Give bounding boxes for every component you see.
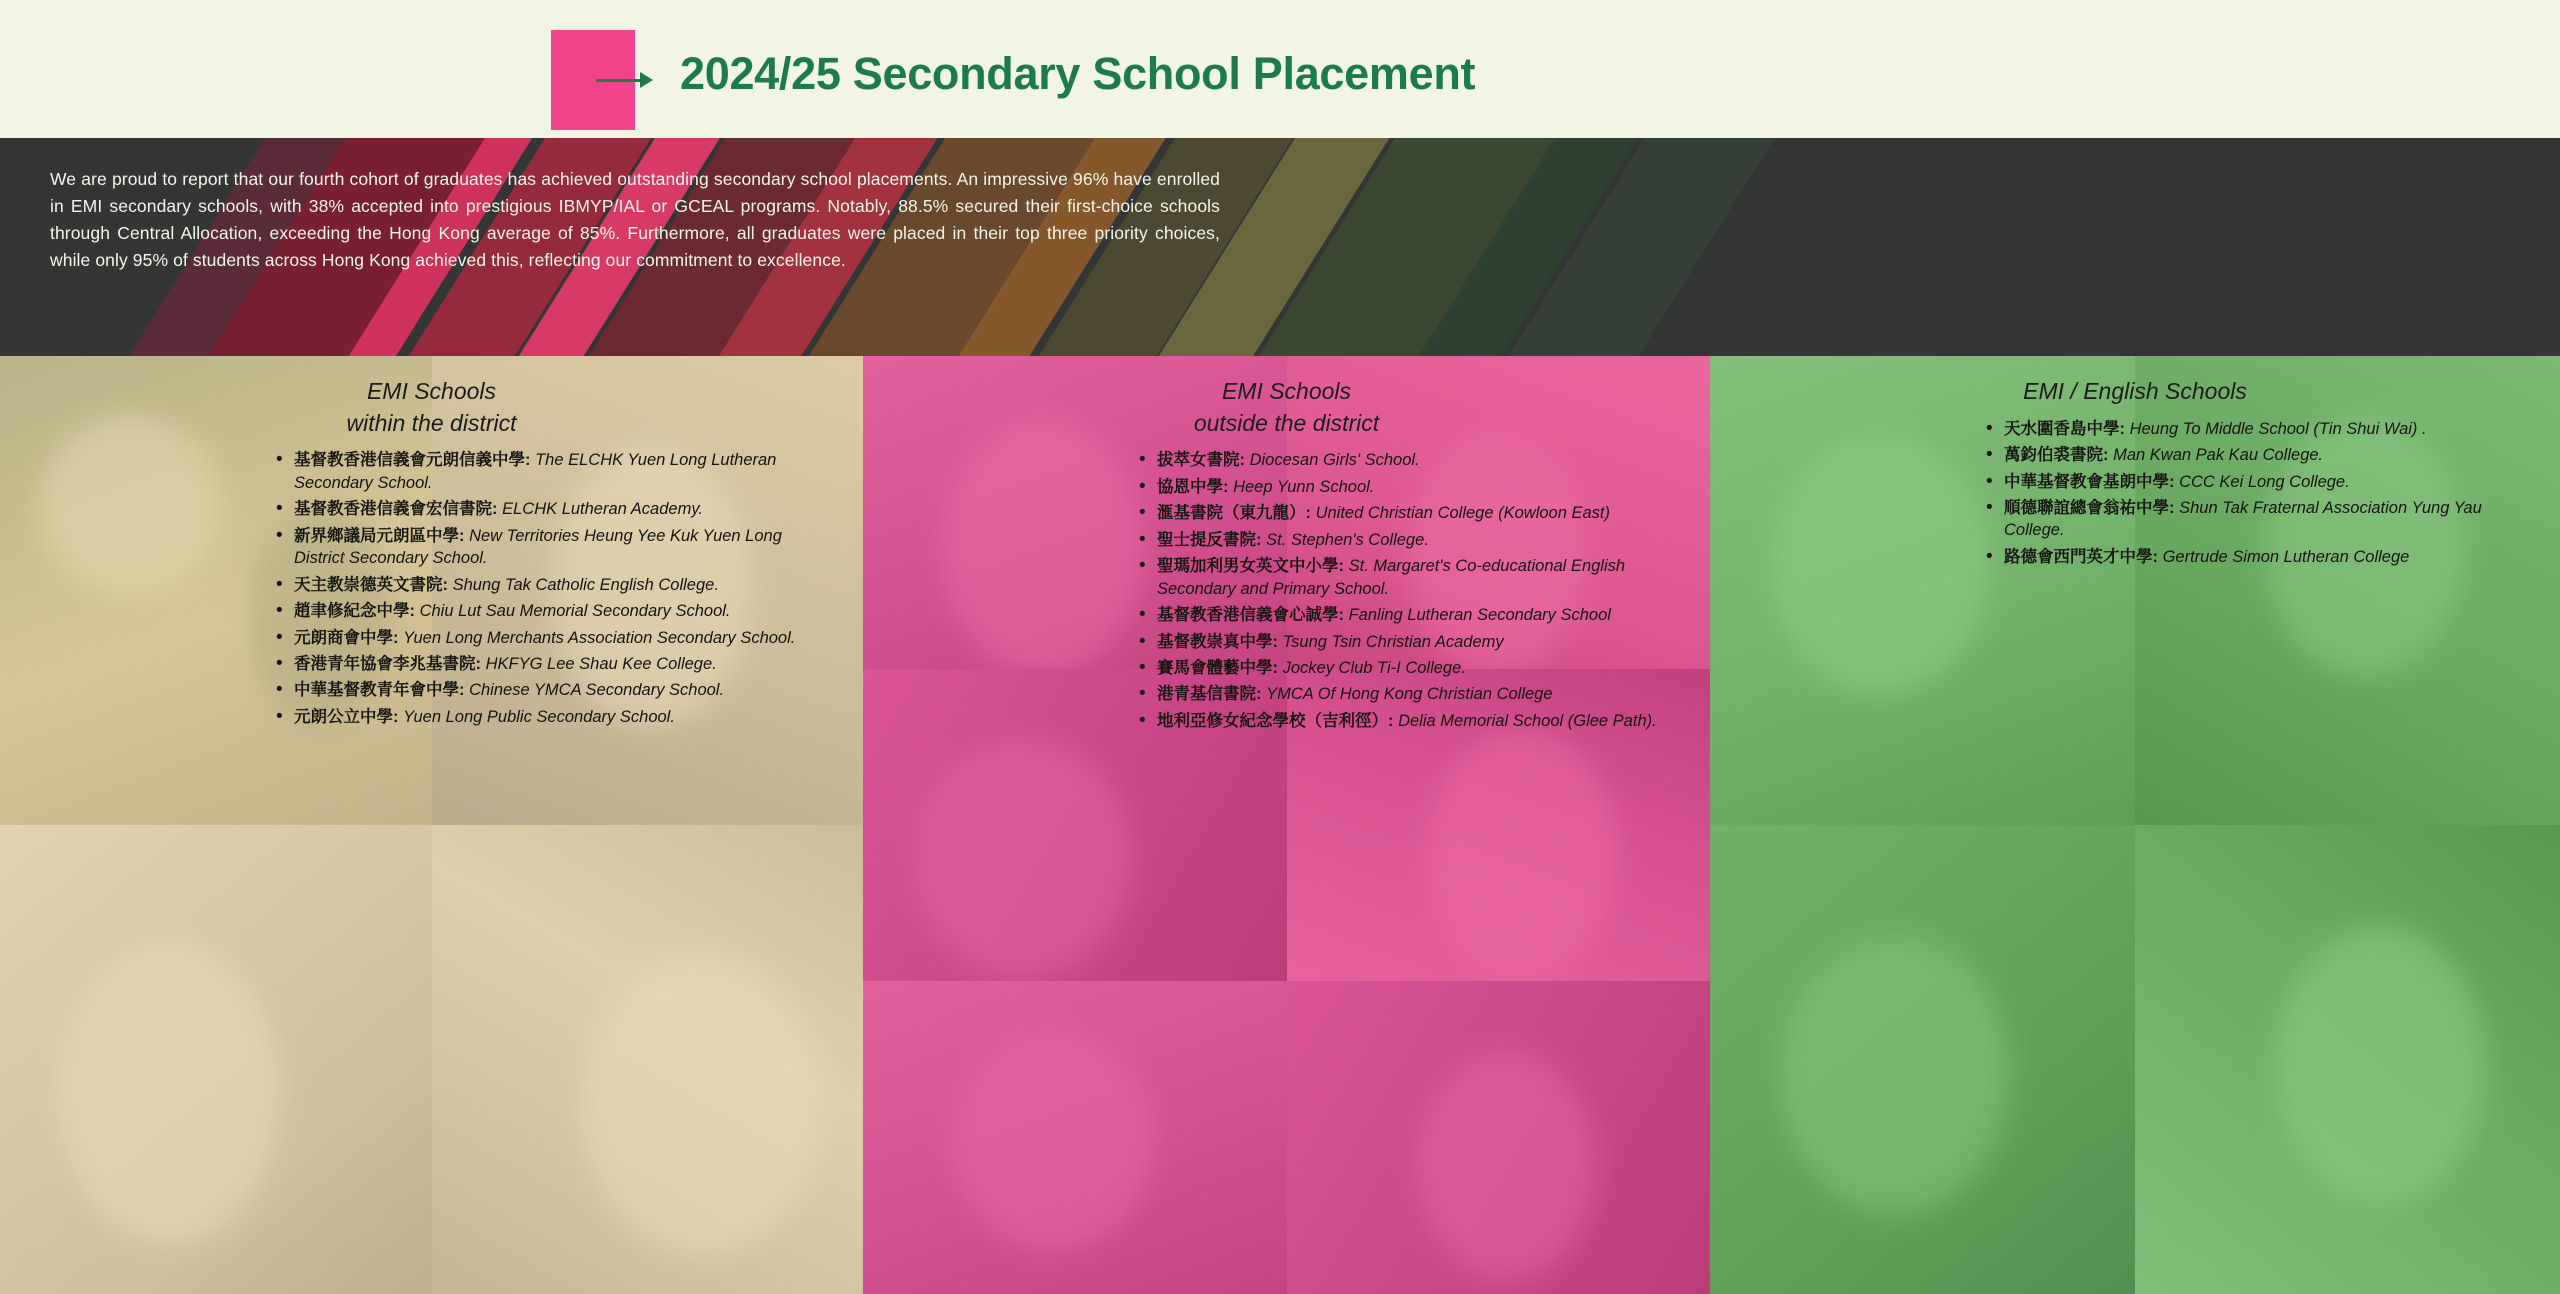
- school-name-en: CCC Kei Long College.: [2179, 472, 2350, 491]
- list-item: [1135, 657, 1682, 679]
- school-name-zh: 聖瑪加利男女英文中小學:: [1157, 557, 1344, 576]
- arrow-icon: [596, 72, 666, 88]
- school-name-en: Delia Memorial School (Glee Path).: [1398, 711, 1657, 730]
- list-item: [272, 706, 835, 728]
- list-item: [272, 574, 835, 596]
- school-name-en: Tsung Tsin Christian Academy: [1282, 632, 1504, 651]
- school-name-en: YMCA Of Hong Kong Christian College: [1266, 685, 1553, 704]
- school-name-zh: 協恩中學:: [1157, 477, 1229, 496]
- column-emi-outside-district: [863, 356, 1710, 1294]
- list-item: [272, 627, 835, 649]
- school-name-zh: 元朗商會中學:: [294, 628, 399, 647]
- column-heading: EMI Schools within the district: [346, 378, 517, 436]
- school-name-en: St. Margaret's Co-educational English Secondary and Primary School.: [1157, 557, 1626, 598]
- school-name-en: Shung Tak Catholic English College.: [452, 575, 719, 594]
- intro-banner: [0, 138, 2560, 356]
- list-item: [1135, 683, 1682, 705]
- school-name-en: United Christian College (Kowloon East): [1315, 504, 1610, 523]
- school-name-en: Yuen Long Merchants Association Secondary School.: [403, 628, 796, 647]
- school-name-en: Shun Tak Fraternal Association Yung Yau College.: [2004, 499, 2482, 540]
- list-item: [272, 600, 835, 622]
- school-name-zh: 基督教香港信義會心誠學:: [1157, 606, 1344, 625]
- page-header: [0, 0, 2560, 138]
- school-name-en: Heep Yunn School.: [1233, 477, 1375, 496]
- list-item: [1135, 710, 1682, 732]
- list-item: [1135, 476, 1682, 498]
- school-name-en: St. Stephen's College.: [1266, 530, 1429, 549]
- school-name-en: Yuen Long Public Secondary School.: [403, 707, 675, 726]
- list-item: [1135, 604, 1682, 626]
- school-name-en: Heung To Middle School (Tin Shui Wai) .: [2129, 419, 2427, 438]
- school-name-zh: 香港青年協會李兆基書院:: [294, 654, 481, 673]
- school-name-en: Gertrude Simon Lutheran College: [2162, 547, 2410, 566]
- school-name-en: New Territories Heung Yee Kuk Yuen Long District Secondary School.: [294, 526, 782, 568]
- column-heading: EMI Schools outside the district: [1193, 378, 1380, 436]
- list-item: [1982, 471, 2532, 493]
- school-name-zh: 基督教香港信義會宏信書院:: [294, 500, 498, 519]
- school-name-zh: 拔萃女書院:: [1157, 451, 1245, 470]
- school-list: [1135, 449, 1682, 732]
- school-name-zh: 元朗公立中學:: [294, 707, 399, 726]
- page-title: 2024/25 Secondary School Placement: [680, 48, 1476, 99]
- list-item: [272, 653, 835, 675]
- intro-paragraph: We are proud to report that our fourth cohort of graduates has achieved outstanding secondary school placements. An impressive 96% have enrolled in EMI secondary schools, with 38% accepted into prestigious IBMYP/IAL or GCEAL programs. Notably, 88.5% secured their first-choice schools through Central Allocation, exceeding the Hong Kong average of 85%. Furthermore, all graduates were placed in their top three priority choices, while only 95% of students across Hong Kong achieved this, reflecting our commitment to excellence.: [50, 169, 1220, 271]
- column-emi-within-district: [0, 356, 863, 1294]
- school-name-zh: 趙聿修紀念中學:: [294, 602, 415, 621]
- school-name-zh: 聖士提反書院:: [1157, 530, 1262, 549]
- school-list: [272, 449, 835, 728]
- school-name-zh: 賽馬會體藝中學:: [1157, 658, 1278, 677]
- school-name-en: Fanling Lutheran Secondary School: [1348, 606, 1611, 625]
- school-name-zh: 萬鈞伯裘書院:: [2004, 446, 2109, 465]
- column-heading: EMI / English Schools: [2023, 378, 2247, 404]
- list-item: [1982, 546, 2532, 568]
- school-name-en: Chinese YMCA Secondary School.: [469, 681, 725, 700]
- list-item: [1982, 444, 2532, 466]
- column-emi-english-schools: [1710, 356, 2560, 1294]
- school-name-zh: 天主教崇德英文書院:: [294, 575, 448, 594]
- list-item: [1135, 529, 1682, 551]
- placement-columns: [0, 356, 2560, 1294]
- list-item: [272, 449, 835, 494]
- school-name-zh: 滙基書院（東九龍）:: [1157, 504, 1311, 523]
- list-item: [272, 498, 835, 520]
- school-name-zh: 中華基督教青年會中學:: [294, 681, 465, 700]
- school-name-en: Man Kwan Pak Kau College.: [2113, 446, 2324, 465]
- school-name-zh: 地利亞修女紀念學校（吉利徑）:: [1157, 711, 1394, 730]
- list-item: [272, 679, 835, 701]
- list-item: [1135, 502, 1682, 524]
- school-list: [1982, 418, 2532, 569]
- list-item: [1982, 497, 2532, 542]
- school-name-zh: 天水圍香島中學:: [2004, 419, 2125, 438]
- school-name-en: The ELCHK Yuen Long Lutheran Secondary School.: [294, 451, 777, 492]
- school-name-zh: 中華基督教會基朗中學:: [2004, 472, 2175, 491]
- school-name-zh: 順德聯誼總會翁祐中學:: [2004, 499, 2175, 518]
- list-item: [1135, 449, 1682, 471]
- school-name-en: Chiu Lut Sau Memorial Secondary School.: [419, 602, 731, 621]
- list-item: [1135, 631, 1682, 653]
- school-name-zh: 新界鄉議局元朗區中學:: [294, 526, 465, 545]
- school-name-zh: 港青基信書院:: [1157, 685, 1262, 704]
- list-item: [1982, 418, 2532, 440]
- school-name-zh: 路德會西門英才中學:: [2004, 547, 2158, 566]
- school-name-zh: 基督教崇真中學:: [1157, 632, 1278, 651]
- school-name-zh: 基督教香港信義會元朗信義中學:: [294, 451, 531, 470]
- list-item: [272, 525, 835, 570]
- school-name-en: HKFYG Lee Shau Kee College.: [485, 654, 717, 673]
- school-name-en: Diocesan Girls' School.: [1249, 451, 1420, 470]
- school-name-en: Jockey Club Ti-I College.: [1282, 658, 1466, 677]
- school-name-en: ELCHK Lutheran Academy.: [502, 500, 703, 519]
- list-item: [1135, 555, 1682, 600]
